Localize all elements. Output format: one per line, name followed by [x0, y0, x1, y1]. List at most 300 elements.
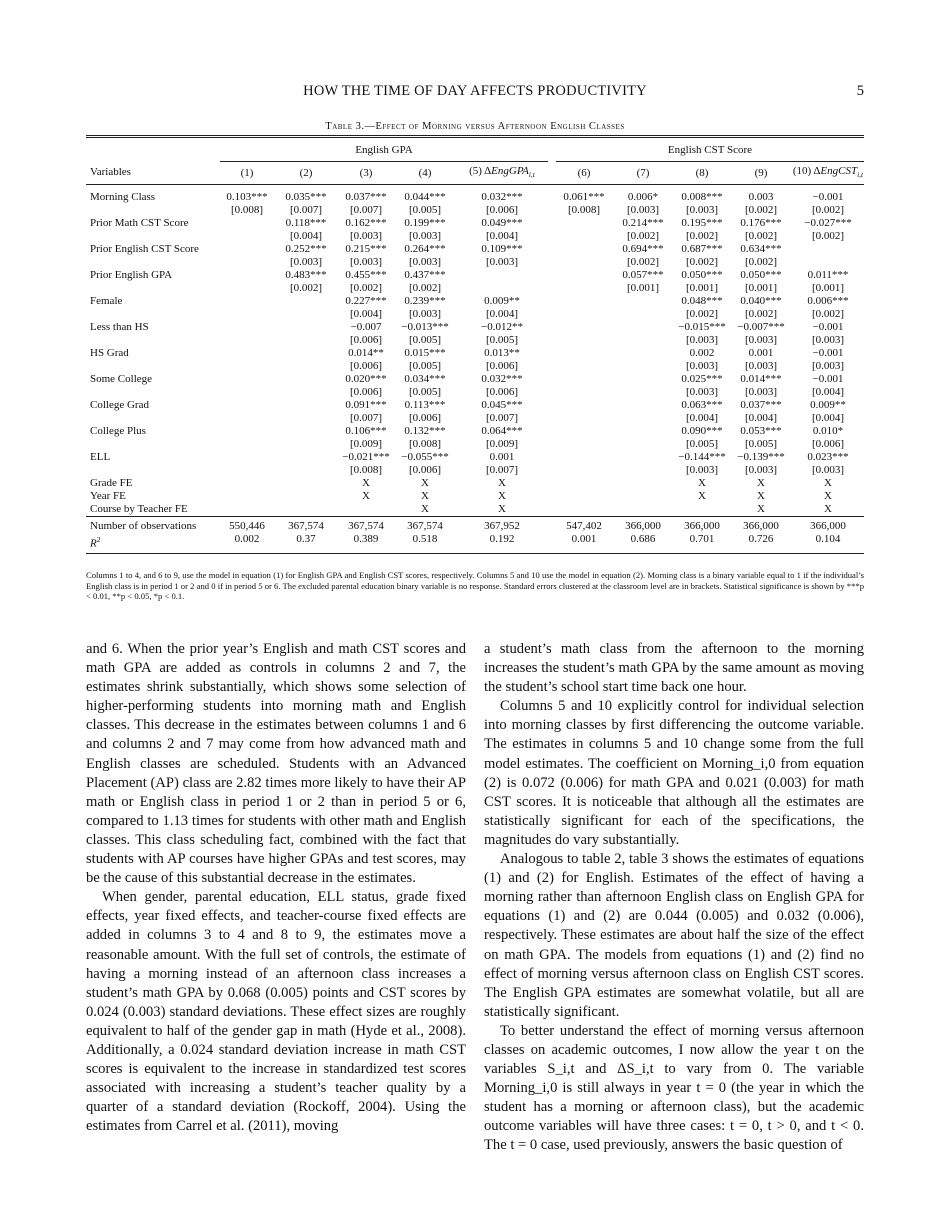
row-label — [86, 282, 220, 295]
table-cell: [0.003] — [811, 464, 845, 476]
row-label: College Plus — [90, 425, 146, 437]
table-cell: 0.032*** — [481, 191, 523, 203]
paragraph: Columns 5 and 10 explicitly control for individual selection into morning classes by first differencing the outcome variable. The estimates in columns 5 and 10 change some from the full model estimates. The coefficient on Morning_i,0 from equation (2) is 0.072 (0.006) for math GPA and 0.021 (0.003) for math CST scores. It is noticeable that although all the estimates are statistically significant for each of the specifications, the magnitudes do vary substantially. — [484, 698, 864, 848]
table-cell: 0.020*** — [345, 373, 387, 385]
table-cell — [220, 256, 274, 269]
table-cell: [0.003] — [685, 204, 719, 216]
coefficient-row — [86, 217, 864, 230]
table-cell: 0.726 — [730, 533, 792, 553]
table-cell: [0.002] — [811, 230, 845, 242]
table-cell — [220, 438, 274, 451]
table-cell: −0.055*** — [401, 451, 449, 463]
table-cell: X — [421, 490, 429, 502]
row-label — [86, 412, 220, 425]
table-cell: 0.162*** — [345, 217, 387, 229]
standard-error-row — [86, 230, 864, 243]
table-notes: Columns 1 to 4, and 6 to 9, use the model in equation (1) for English GPA and English CST scores, respectively. Columns 5 and 10 use the model in equation (2). Morning class is a binary variable equal to 1 if the individual’s English class is in period 1 or 2 and 0 if in period 5 or 6. The excluded parental education binary variable is no response. Standard errors clustered at the classroom level are in brackets. Statistical significance is shown by ***p < 0.01, **p < 0.05, *p < 0.1. — [86, 570, 864, 601]
standard-error-row — [86, 464, 864, 477]
table-cell: [0.003] — [289, 256, 323, 268]
table-cell: −0.013*** — [401, 321, 449, 333]
row-label: Morning Class — [90, 191, 156, 203]
table-cell — [456, 269, 548, 282]
table-cell: 0.006*** — [807, 295, 849, 307]
table-cell — [612, 425, 674, 438]
group-header-english-cst: English CST Score — [556, 142, 864, 162]
variables-header: Variables — [86, 162, 220, 185]
table-cell — [612, 308, 674, 321]
table-cell: X — [698, 490, 706, 502]
body-column-right — [484, 640, 864, 1156]
table-cell: −0.144*** — [678, 451, 726, 463]
table-caption-label: Table 3. — [325, 121, 365, 132]
table-cell — [612, 503, 674, 517]
column-header: (7) — [612, 162, 674, 185]
table-cell: 0.045*** — [481, 399, 523, 411]
table-cell — [556, 243, 612, 256]
table-cell: X — [498, 477, 506, 489]
table-cell: [0.003] — [408, 308, 442, 320]
page-number: 5 — [856, 83, 864, 99]
paragraph: Analogous to table 2, table 3 shows the estimates of equations (1) and (2) for English. Estimates of the effect of having a morning rather than afternoon English class on English GPA for equations (1) and (2) are 0.044 (0.005) and 0.032 (0.006), respectively. These estimates are about half the size of the effect on math GPA. The models from equations (1) and (2) find no effect of morning versus afternoon class on English CST scores. The English GPA estimates are somewhat volatile, but all are statistically significant. — [484, 851, 864, 1020]
table-cell: 0.090*** — [681, 425, 723, 437]
table-cell — [220, 347, 274, 360]
table-cell: X — [757, 477, 765, 489]
table-cell: 366,000 — [625, 520, 661, 532]
column-header-10: (10) ΔEngCST$_{i,t}$ — [792, 162, 864, 185]
standard-error-row — [86, 360, 864, 373]
table-cell — [274, 386, 338, 399]
table-cell: 0.002 — [220, 533, 274, 553]
table-cell — [338, 503, 394, 517]
table-cell: 0.064*** — [481, 425, 523, 437]
table-cell: [0.006] — [349, 360, 383, 372]
coefficient-row — [86, 269, 864, 282]
table-cell: [0.006] — [349, 334, 383, 346]
table-cell: −0.007 — [350, 321, 382, 333]
table-cell: [0.004] — [811, 386, 845, 398]
table-cell: 0.050*** — [681, 269, 723, 281]
table-cell: 550,446 — [229, 520, 265, 532]
table-cell — [274, 503, 338, 517]
table-cell — [274, 373, 338, 386]
table-cell — [220, 321, 274, 334]
table-cell: 0.011*** — [807, 269, 849, 281]
table-cell — [556, 386, 612, 399]
table-cell: [0.005] — [685, 438, 719, 450]
paragraph: and 6. When the prior year’s English and math CST scores and math GPA are added as controls in columns 2 and 7, the estimates shrink substantially, which shows some selection of higher-performing students into morning math and English classes. This decrease in the estimates between columns 1 and 6 and columns 2 and 7 may come from how advanced math and English classes are scheduled. Students with an Advanced Placement (AP) class are 2.82 times more likely to have their AP math or English class in period 1 or 2 than in period 5 or 6, compared to 1.13 times for students with other math and English classes. This class scheduling fact, combined with the fact that students with AP courses have higher GPAs and test scores, may be the cause of this substantial decrease in the estimates. — [86, 641, 466, 887]
table-cell: 366,000 — [684, 520, 720, 532]
table-cell — [220, 308, 274, 321]
standard-error-row — [86, 282, 864, 295]
row-label — [86, 438, 220, 451]
table-cell — [220, 360, 274, 373]
observations-row — [86, 520, 864, 533]
column-header: (2) — [274, 162, 338, 185]
table-cell: [0.002] — [744, 204, 778, 216]
table-cell: [0.002] — [685, 308, 719, 320]
group-header-row — [86, 142, 864, 162]
table-cell: [0.001] — [744, 282, 778, 294]
standard-error-row — [86, 308, 864, 321]
table-cell: 367,952 — [484, 520, 520, 532]
table-cell — [612, 373, 674, 386]
table-cell: 367,574 — [348, 520, 384, 532]
coefficient-row — [86, 373, 864, 386]
table-cell — [556, 490, 612, 503]
row-label: Prior Math CST Score — [90, 217, 189, 229]
table-cell: 0.003 — [748, 191, 774, 203]
table-cell: [0.006] — [408, 412, 442, 424]
table-cell: [0.002] — [289, 282, 323, 294]
table-cell: 0.002 — [689, 347, 715, 359]
table-cell: [0.002] — [408, 282, 442, 294]
table-cell: X — [824, 503, 832, 515]
table-cell: 0.044*** — [404, 191, 446, 203]
table-cell — [220, 477, 274, 490]
table-cell: 0.034*** — [404, 373, 446, 385]
table-cell: X — [698, 477, 706, 489]
table-cell: [0.003] — [744, 334, 778, 346]
table-cell: 0.091*** — [345, 399, 387, 411]
table-cell: [0.003] — [349, 230, 383, 242]
table-cell: 0.227*** — [345, 295, 387, 307]
column-header: (6) — [556, 162, 612, 185]
table-cell: 0.264*** — [404, 243, 446, 255]
table-cell: −0.001 — [812, 191, 844, 203]
row-label: ELL — [90, 451, 111, 463]
table-cell: 0.032*** — [481, 373, 523, 385]
coefficient-row — [86, 347, 864, 360]
table-cell — [792, 243, 864, 256]
table-cell: [0.002] — [744, 308, 778, 320]
coefficient-row — [86, 243, 864, 256]
table-cell: [0.006] — [485, 204, 519, 216]
table-cell: [0.003] — [485, 256, 519, 268]
table-cell — [220, 282, 274, 295]
table-caption — [86, 121, 864, 132]
table-cell — [220, 243, 274, 256]
table-body — [86, 185, 864, 554]
table-cell: [0.005] — [485, 334, 519, 346]
coefficient-row — [86, 295, 864, 308]
table-cell: 367,574 — [288, 520, 324, 532]
table-cell — [220, 386, 274, 399]
coefficient-row — [86, 321, 864, 334]
table-caption-dash: — — [364, 121, 376, 132]
row-label: Prior English GPA — [90, 269, 173, 281]
table-cell: [0.003] — [685, 360, 719, 372]
row-label: Grade FE — [90, 477, 133, 489]
table-cell: X — [757, 490, 765, 502]
table-cell: [0.002] — [685, 230, 719, 242]
table-cell — [556, 230, 612, 243]
table-cell: 0.389 — [338, 533, 394, 553]
table-cell — [556, 360, 612, 373]
table-cell: X — [421, 477, 429, 489]
table-cell — [274, 425, 338, 438]
table-cell: 0.009** — [484, 295, 520, 307]
table-cell: 0.061*** — [563, 191, 605, 203]
row-label: Some College — [90, 373, 153, 385]
table-cell: [0.003] — [408, 256, 442, 268]
running-head — [86, 83, 864, 103]
table-cell: [0.003] — [811, 334, 845, 346]
table-cell: 0.049*** — [481, 217, 523, 229]
table-cell: [0.004] — [485, 230, 519, 242]
table-cell: 0.252*** — [285, 243, 327, 255]
table-cell: [0.005] — [408, 334, 442, 346]
table-cell — [556, 503, 612, 517]
table-cell — [274, 412, 338, 425]
table-cell: [0.007] — [289, 204, 323, 216]
table-cell: [0.006] — [408, 464, 442, 476]
table-cell — [274, 451, 338, 464]
paragraph: When gender, parental education, ELL status, grade fixed effects, year fixed effects, and teacher-course fixed effects are added in columns 3 to 4 and 8 to 9, the estimates move a reasonable amount. With the full set of controls, the estimate of having a morning instead of an afternoon class increases a student’s math GPA by 0.068 (0.005) points and CST scores by 0.024 (0.003) standard deviations. These effect sizes are roughly equivalent to half of the gender gap in math (Hyde et al., 2008). Additionally, a 0.024 standard deviation increase in math CST scores is equivalent to the increase in standardized test scores associated with increasing a student’s teacher quality by a quarter of a standard deviation (Rockoff, 2004). Using the estimates from Carrel et al. (2011), moving — [86, 889, 466, 1135]
table-cell — [220, 464, 274, 477]
table-cell: [0.001] — [685, 282, 719, 294]
table-cell: [0.002] — [626, 256, 660, 268]
row-label — [86, 308, 220, 321]
table-cell: [0.006] — [485, 386, 519, 398]
table-cell: [0.008] — [567, 204, 601, 216]
table-cell: [0.002] — [744, 256, 778, 268]
table-cell: [0.004] — [811, 412, 845, 424]
row-label — [86, 256, 220, 269]
fixed-effects-row — [86, 477, 864, 490]
table-cell — [274, 308, 338, 321]
table-cell — [556, 373, 612, 386]
table-cell — [612, 490, 674, 503]
table-cell: X — [824, 490, 832, 502]
table-cell: [0.003] — [744, 464, 778, 476]
table-cell: [0.003] — [685, 386, 719, 398]
paragraph: To better understand the effect of morning versus afternoon classes on academic outcomes, I now allow the year t on the variables S_i,t and ΔS_i,t to vary from 0. The variable Morning_i,0 is still always in year t = 0 (the year in which the student has a morning or afternoon class), but the academic outcome variables will have three cases: t = 0, t > 0, and t < 0. The t = 0 case, used previously, answers the basic question of — [484, 1022, 864, 1154]
table-cell: [0.009] — [349, 438, 383, 450]
table-cell — [612, 334, 674, 347]
table-cell — [612, 464, 674, 477]
table-cell: [0.003] — [685, 464, 719, 476]
coefficient-row — [86, 451, 864, 464]
table-cell: [0.002] — [811, 308, 845, 320]
table-cell: [0.003] — [811, 360, 845, 372]
table-cell: 0.103*** — [226, 191, 268, 203]
table-cell — [556, 425, 612, 438]
table-cell: 0.192 — [456, 533, 548, 553]
paragraph: a student’s math class from the afternoon to the morning increases the student’s math GPA by the same amount as moving the student’s school start time back one hour. — [484, 641, 864, 696]
table-cell: 0.057*** — [622, 269, 664, 281]
table-cell — [556, 347, 612, 360]
standard-error-row — [86, 412, 864, 425]
table-cell: 0.009** — [810, 399, 846, 411]
table-cell: [0.004] — [744, 412, 778, 424]
regression-table — [86, 135, 864, 554]
table-cell: [0.008] — [349, 464, 383, 476]
table-cell — [556, 438, 612, 451]
table-cell: 367,574 — [407, 520, 443, 532]
table-cell — [556, 308, 612, 321]
table-cell — [612, 412, 674, 425]
table-cell: 0.109*** — [481, 243, 523, 255]
column-header: (9) — [730, 162, 792, 185]
standard-error-row — [86, 386, 864, 399]
table-cell: [0.004] — [349, 308, 383, 320]
table-cell: 0.694*** — [622, 243, 664, 255]
table-cell: 0.006* — [627, 191, 659, 203]
row-label — [86, 386, 220, 399]
table-cell: X — [362, 490, 370, 502]
table-cell: 0.014*** — [740, 373, 782, 385]
table-cell: 0.634*** — [740, 243, 782, 255]
table-cell: 0.013** — [484, 347, 520, 359]
table-cell: [0.003] — [349, 256, 383, 268]
table-cell: −0.007*** — [737, 321, 785, 333]
table-cell — [556, 295, 612, 308]
row-label — [86, 334, 220, 347]
table-cell — [220, 503, 274, 517]
table-cell: X — [498, 503, 506, 515]
table-cell — [220, 451, 274, 464]
table-cell — [220, 295, 274, 308]
table-cell — [274, 438, 338, 451]
table-cell: [0.007] — [349, 412, 383, 424]
table-cell: 0.104 — [792, 533, 864, 553]
table-cell: −0.012** — [481, 321, 523, 333]
table-cell — [556, 321, 612, 334]
table-caption-title: Effect of Morning versus Afternoon English Classes — [375, 121, 625, 132]
running-title: HOW THE TIME OF DAY AFFECTS PRODUCTIVITY — [303, 83, 647, 99]
column-header: (3) — [338, 162, 394, 185]
table-cell: 0.215*** — [345, 243, 387, 255]
table-cell: [0.009] — [485, 438, 519, 450]
column-header: (8) — [674, 162, 730, 185]
table-cell — [556, 269, 612, 282]
table-cell: [0.002] — [685, 256, 719, 268]
table-cell: [0.001] — [626, 282, 660, 294]
table-cell — [612, 438, 674, 451]
table-cell — [612, 347, 674, 360]
row-label: Course by Teacher FE — [90, 503, 188, 515]
row-label: $R^2$ — [86, 533, 220, 553]
coefficient-row — [86, 425, 864, 438]
table-cell — [274, 477, 338, 490]
table-cell: 0.023*** — [807, 451, 849, 463]
table-cell — [612, 477, 674, 490]
table-cell: 0.001 — [556, 533, 612, 553]
table-cell — [612, 386, 674, 399]
table-cell — [220, 373, 274, 386]
table-cell — [612, 295, 674, 308]
table-cell: −0.001 — [812, 347, 844, 359]
table-cell: [0.004] — [289, 230, 323, 242]
column-header: (4) — [394, 162, 456, 185]
row-label: Less than HS — [90, 321, 149, 333]
row-label: Female — [90, 295, 123, 307]
table-cell: [0.005] — [408, 360, 442, 372]
table-cell: [0.006] — [485, 360, 519, 372]
table-cell — [456, 282, 548, 295]
table-cell: [0.007] — [485, 412, 519, 424]
table-cell: [0.007] — [485, 464, 519, 476]
column-header: (1) — [220, 162, 274, 185]
table-cell — [274, 321, 338, 334]
table-cell: [0.006] — [811, 438, 845, 450]
table-cell — [556, 412, 612, 425]
table-cell: X — [757, 503, 765, 515]
table-cell: −0.027*** — [804, 217, 852, 229]
table-cell: 0.132*** — [404, 425, 446, 437]
table-cell — [220, 490, 274, 503]
row-label — [86, 464, 220, 477]
table-cell — [556, 217, 612, 230]
table-cell: 0.025*** — [681, 373, 723, 385]
table-cell: 366,000 — [743, 520, 779, 532]
table-cell: 0.701 — [674, 533, 730, 553]
table-cell: [0.007] — [349, 204, 383, 216]
table-cell — [612, 399, 674, 412]
table-cell — [220, 217, 274, 230]
table-cell: 0.040*** — [740, 295, 782, 307]
table-cell — [220, 334, 274, 347]
table-cell: [0.003] — [408, 230, 442, 242]
body-column-left — [86, 640, 466, 1136]
table-cell: 0.037*** — [740, 399, 782, 411]
table-cell — [556, 451, 612, 464]
table-cell — [274, 347, 338, 360]
table-cell — [274, 295, 338, 308]
table-cell: −0.015*** — [678, 321, 726, 333]
table-cell — [556, 334, 612, 347]
table-cell: 0.035*** — [285, 191, 327, 203]
table-cell — [556, 464, 612, 477]
table-cell: 0.001 — [489, 451, 515, 463]
row-label: College Grad — [90, 399, 149, 411]
coefficient-row — [86, 185, 864, 205]
table-cell: [0.004] — [685, 412, 719, 424]
table-cell: [0.003] — [626, 204, 660, 216]
table-cell: X — [498, 490, 506, 502]
table-cell: 0.686 — [612, 533, 674, 553]
table-cell — [674, 503, 730, 517]
table-cell: 0.37 — [274, 533, 338, 553]
table-cell — [220, 230, 274, 243]
table-cell: 0.437*** — [404, 269, 446, 281]
fixed-effects-row — [86, 503, 864, 517]
table-cell: X — [421, 503, 429, 515]
table-cell: −0.001 — [812, 373, 844, 385]
table-cell: 0.063*** — [681, 399, 723, 411]
table-cell: [0.008] — [230, 204, 264, 216]
row-label: Prior English CST Score — [90, 243, 199, 255]
row-label — [86, 230, 220, 243]
row-label — [86, 204, 220, 217]
table-cell: 0.014** — [348, 347, 384, 359]
table-cell: [0.004] — [485, 308, 519, 320]
row-label: Year FE — [90, 490, 126, 502]
table-cell — [220, 269, 274, 282]
row-label — [86, 360, 220, 373]
table-cell: [0.002] — [811, 204, 845, 216]
standard-error-row — [86, 438, 864, 451]
table-cell — [556, 399, 612, 412]
table-cell: [0.002] — [349, 282, 383, 294]
table-cell: [0.005] — [744, 438, 778, 450]
table-cell: 0.113*** — [404, 399, 446, 411]
table-cell: [0.005] — [408, 386, 442, 398]
table-cell: [0.008] — [408, 438, 442, 450]
table-cell — [612, 451, 674, 464]
table-cell: [0.005] — [408, 204, 442, 216]
column-header-5: (5) ΔEngGPA$_{i,t}$ — [456, 162, 548, 185]
